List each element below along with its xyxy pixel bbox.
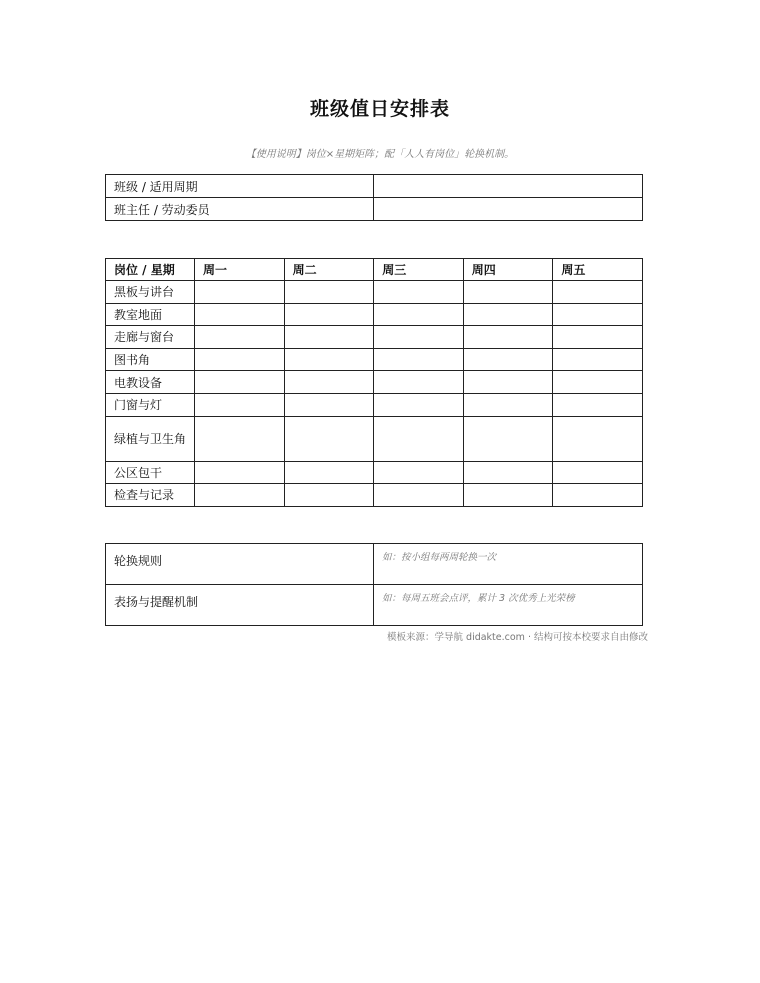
duty-cell[interactable]	[463, 326, 553, 349]
role-label: 绿植与卫生角	[106, 416, 195, 461]
duty-cell[interactable]	[374, 461, 464, 484]
duty-cell[interactable]	[195, 393, 285, 416]
duty-cell[interactable]	[553, 303, 643, 326]
duty-cell[interactable]	[195, 281, 285, 304]
table-row	[106, 281, 643, 304]
duty-cell[interactable]	[463, 461, 553, 484]
table-row	[106, 484, 643, 507]
duty-cell[interactable]	[553, 393, 643, 416]
meta-label: 班级 / 适用周期	[106, 175, 374, 198]
duty-cell[interactable]	[195, 303, 285, 326]
duty-cell[interactable]	[284, 348, 374, 371]
duty-cell[interactable]	[374, 348, 464, 371]
duty-cell[interactable]	[374, 416, 464, 461]
rules-row-rotation	[106, 544, 643, 585]
rules-example-field[interactable]: 如：按小组每两周轮换一次	[374, 544, 643, 585]
meta-table	[105, 174, 643, 221]
duty-cell[interactable]	[463, 393, 553, 416]
role-label: 检查与记录	[106, 484, 195, 507]
table-row	[106, 348, 643, 371]
duty-cell[interactable]	[284, 303, 374, 326]
duty-cell[interactable]	[374, 303, 464, 326]
rules-label: 表扬与提醒机制	[106, 585, 374, 626]
duty-cell[interactable]	[195, 348, 285, 371]
duty-cell[interactable]	[284, 393, 374, 416]
header-wednesday: 周三	[374, 259, 464, 281]
duty-cell[interactable]	[463, 416, 553, 461]
header-tuesday: 周二	[284, 259, 374, 281]
role-label: 教室地面	[106, 303, 195, 326]
duty-cell[interactable]	[463, 348, 553, 371]
duty-cell[interactable]	[553, 371, 643, 394]
header-friday: 周五	[553, 259, 643, 281]
duty-cell[interactable]	[553, 461, 643, 484]
duty-cell[interactable]	[284, 416, 374, 461]
meta-value-field[interactable]	[374, 175, 643, 198]
schedule-header-row	[106, 259, 643, 281]
page-title: 班级值日安排表	[309, 98, 450, 120]
usage-instructions: 【使用说明】岗位×星期矩阵；配「人人有岗位」轮换机制。	[245, 149, 515, 160]
table-row	[106, 416, 643, 461]
duty-cell[interactable]	[195, 484, 285, 507]
duty-cell[interactable]	[463, 303, 553, 326]
header-thursday: 周四	[463, 259, 553, 281]
table-row	[106, 303, 643, 326]
meta-value-field[interactable]	[374, 198, 643, 221]
duty-cell[interactable]	[553, 348, 643, 371]
role-label: 公区包干	[106, 461, 195, 484]
table-row	[106, 326, 643, 349]
duty-cell[interactable]	[463, 281, 553, 304]
duty-cell[interactable]	[374, 281, 464, 304]
meta-row-teacher	[106, 198, 643, 221]
rules-row-praise	[106, 585, 643, 626]
table-row	[106, 461, 643, 484]
duty-cell[interactable]	[284, 461, 374, 484]
duty-cell[interactable]	[284, 371, 374, 394]
role-label: 电教设备	[106, 371, 195, 394]
duty-schedule-table	[105, 258, 643, 507]
meta-row-class-period	[106, 175, 643, 198]
duty-cell[interactable]	[195, 371, 285, 394]
duty-cell[interactable]	[553, 416, 643, 461]
rules-table	[105, 543, 643, 626]
header-role-day: 岗位 / 星期	[106, 259, 195, 281]
duty-cell[interactable]	[374, 371, 464, 394]
duty-cell[interactable]	[284, 281, 374, 304]
role-label: 黑板与讲台	[106, 281, 195, 304]
table-row	[106, 371, 643, 394]
role-label: 图书角	[106, 348, 195, 371]
duty-cell[interactable]	[374, 484, 464, 507]
meta-label: 班主任 / 劳动委员	[106, 198, 374, 221]
header-monday: 周一	[195, 259, 285, 281]
duty-cell[interactable]	[553, 281, 643, 304]
rules-example-field[interactable]: 如：每周五班会点评，累计 3 次优秀上光荣榜	[374, 585, 643, 626]
duty-cell[interactable]	[284, 326, 374, 349]
duty-cell[interactable]	[553, 326, 643, 349]
duty-cell[interactable]	[553, 484, 643, 507]
duty-cell[interactable]	[374, 393, 464, 416]
role-label: 门窗与灯	[106, 393, 195, 416]
table-row	[106, 393, 643, 416]
duty-cell[interactable]	[463, 371, 553, 394]
duty-cell[interactable]	[195, 416, 285, 461]
duty-cell[interactable]	[195, 461, 285, 484]
duty-cell[interactable]	[195, 326, 285, 349]
rules-label: 轮换规则	[106, 544, 374, 585]
duty-cell[interactable]	[463, 484, 553, 507]
duty-cell[interactable]	[284, 484, 374, 507]
template-source-note: 模板来源：学导航 didakte.com · 结构可按本校要求自由修改	[387, 632, 648, 643]
role-label: 走廊与窗台	[106, 326, 195, 349]
duty-cell[interactable]	[374, 326, 464, 349]
